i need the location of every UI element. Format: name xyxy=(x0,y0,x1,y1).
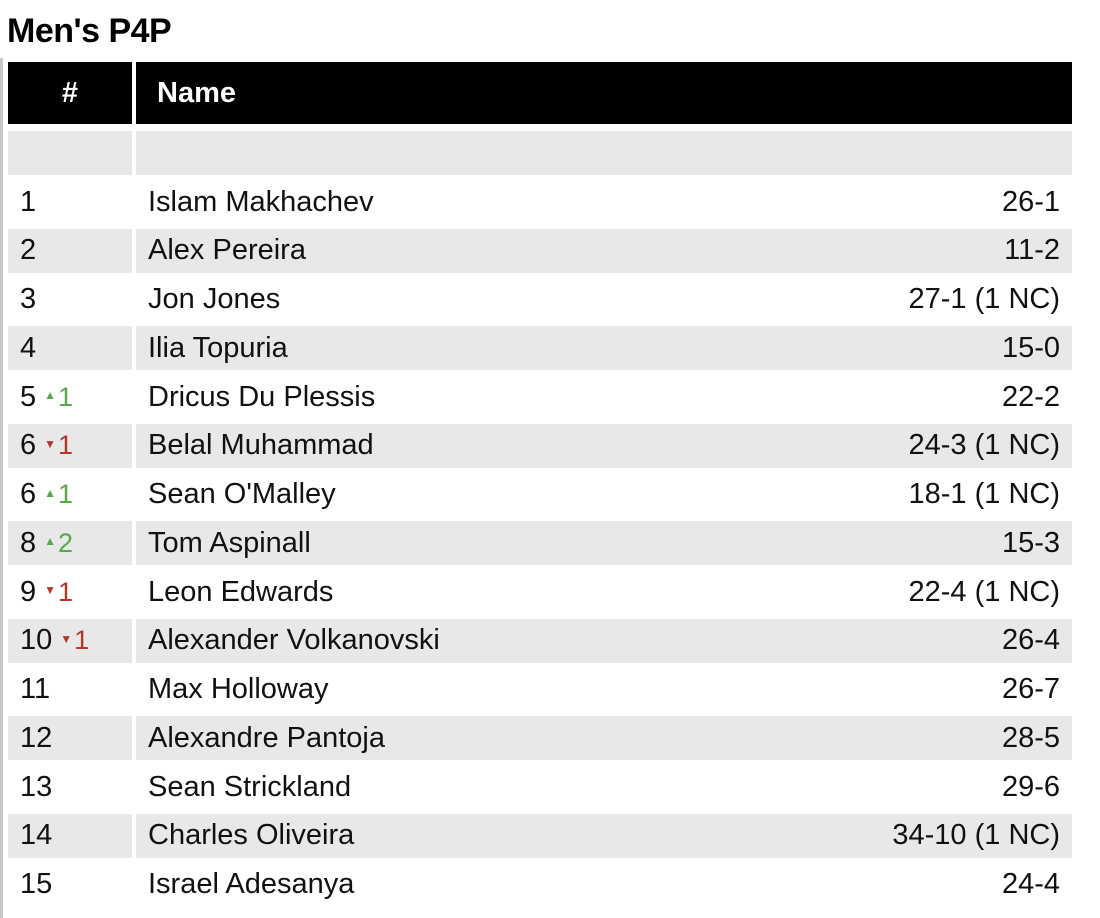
rank-cell xyxy=(8,229,132,273)
fight-record: 26-7 xyxy=(1001,673,1060,705)
table-row[interactable] xyxy=(8,326,1072,370)
rank-change-amount: 1 xyxy=(74,625,90,656)
table-row[interactable] xyxy=(8,229,1072,273)
name-cell xyxy=(136,424,1072,468)
rank-change-amount: 1 xyxy=(58,576,74,607)
arrow-down-icon: ▼ xyxy=(44,583,57,597)
rank-change xyxy=(44,479,73,510)
name-cell xyxy=(136,668,1072,712)
fight-record: 27-1 (1 NC) xyxy=(908,283,1060,315)
rank-cell xyxy=(8,814,132,858)
rank-cell xyxy=(8,326,132,370)
left-border xyxy=(0,58,3,918)
rank-number: 9 xyxy=(20,575,37,608)
rank-change-amount: 1 xyxy=(58,430,74,461)
rank-change-amount: 1 xyxy=(58,479,74,509)
fighter-name[interactable]: Belal Muhammad xyxy=(148,429,374,462)
fight-record: 18-1 (1 NC) xyxy=(908,478,1060,510)
rank-number: 10 xyxy=(20,624,53,657)
rank-change xyxy=(60,625,89,656)
rank-cell xyxy=(8,521,132,565)
name-cell xyxy=(136,570,1072,614)
table-row[interactable] xyxy=(8,668,1072,712)
fight-record: 24-4 xyxy=(1001,868,1060,900)
rank-cell xyxy=(8,424,132,468)
rank-cell xyxy=(8,180,132,224)
table-row[interactable] xyxy=(8,863,1072,907)
fighter-name[interactable]: Ilia Topuria xyxy=(148,331,288,364)
fight-record: 34-10 (1 NC) xyxy=(892,819,1060,852)
rank-cell xyxy=(8,278,132,322)
name-cell xyxy=(136,375,1072,419)
rank-cell xyxy=(8,765,132,809)
fight-record: 11-2 xyxy=(1004,234,1060,267)
fighter-name[interactable]: Max Holloway xyxy=(148,673,329,705)
empty-name-cell xyxy=(136,131,1072,175)
rank-number: 3 xyxy=(20,283,37,315)
fighter-name[interactable]: Charles Oliveira xyxy=(148,819,355,852)
fight-record: 22-2 xyxy=(1001,380,1060,413)
fight-record: 15-3 xyxy=(1001,526,1060,559)
rank-change xyxy=(44,430,73,461)
rank-number: 13 xyxy=(20,770,53,803)
rank-number: 1 xyxy=(20,185,37,218)
fighter-name[interactable]: Alexander Volkanovski xyxy=(148,624,440,657)
name-cell xyxy=(136,180,1072,224)
table-row[interactable] xyxy=(8,765,1072,809)
empty-rank-cell xyxy=(8,131,132,175)
fighter-name[interactable]: Sean Strickland xyxy=(148,770,352,803)
name-cell xyxy=(136,473,1072,517)
table-row[interactable] xyxy=(8,716,1072,760)
rank-number: 2 xyxy=(20,234,37,267)
table-header xyxy=(8,62,1072,124)
rank-number: 4 xyxy=(20,331,37,364)
arrow-down-icon: ▼ xyxy=(44,436,57,451)
fight-record: 24-3 (1 NC) xyxy=(908,429,1060,462)
table-row[interactable] xyxy=(8,180,1072,224)
name-cell xyxy=(136,619,1072,663)
table-row[interactable] xyxy=(8,473,1072,517)
fight-record: 29-6 xyxy=(1001,770,1060,803)
rank-change xyxy=(44,528,73,559)
fight-record: 28-5 xyxy=(1001,721,1060,754)
fighter-name[interactable]: Islam Makhachev xyxy=(148,185,374,218)
table-row[interactable] xyxy=(8,375,1072,419)
rank-change xyxy=(44,382,73,413)
rank-number: 14 xyxy=(20,819,53,852)
rank-cell xyxy=(8,570,132,614)
rank-change xyxy=(44,577,73,608)
name-cell xyxy=(136,716,1072,760)
table-row[interactable] xyxy=(8,814,1072,858)
fight-record: 26-4 xyxy=(1001,624,1060,657)
page-title: Men's P4P xyxy=(7,12,172,50)
name-cell xyxy=(136,765,1072,809)
rank-number: 15 xyxy=(20,868,53,900)
rankings-body xyxy=(8,175,1072,907)
arrow-down-icon: ▼ xyxy=(60,631,73,646)
name-cell xyxy=(136,278,1072,322)
fight-record: 15-0 xyxy=(1001,331,1060,364)
rank-number: 5 xyxy=(20,380,37,413)
rankings-table xyxy=(8,62,1072,907)
table-row[interactable] xyxy=(8,424,1072,468)
name-cell xyxy=(136,326,1072,370)
arrow-up-icon: ▲ xyxy=(44,388,57,402)
fighter-name[interactable]: Sean O'Malley xyxy=(148,478,336,510)
empty-row xyxy=(8,131,1072,175)
fight-record: 26-1 xyxy=(1001,185,1060,218)
fighter-name[interactable]: Tom Aspinall xyxy=(148,526,311,559)
rank-number: 11 xyxy=(20,673,51,705)
table-row[interactable] xyxy=(8,570,1072,614)
rank-cell xyxy=(8,375,132,419)
fighter-name[interactable]: Alex Pereira xyxy=(148,234,306,267)
rank-number: 8 xyxy=(20,526,37,559)
name-cell xyxy=(136,521,1072,565)
rank-column-header[interactable]: # xyxy=(8,62,132,124)
name-cell xyxy=(136,814,1072,858)
name-cell xyxy=(136,863,1072,907)
arrow-up-icon: ▲ xyxy=(44,534,57,549)
rank-cell xyxy=(8,619,132,663)
fighter-name[interactable]: Leon Edwards xyxy=(148,575,334,608)
rank-cell xyxy=(8,668,132,712)
rank-cell xyxy=(8,863,132,907)
rank-cell xyxy=(8,716,132,760)
fighter-name[interactable]: Alexandre Pantoja xyxy=(148,721,385,754)
table-row[interactable] xyxy=(8,278,1072,322)
fighter-name[interactable]: Dricus Du Plessis xyxy=(148,380,376,413)
fighter-name[interactable]: Israel Adesanya xyxy=(148,868,355,900)
rank-number: 6 xyxy=(20,429,37,462)
table-row[interactable] xyxy=(8,619,1072,663)
rank-number: 12 xyxy=(20,721,53,754)
fighter-name[interactable]: Jon Jones xyxy=(148,283,281,315)
rank-number: 6 xyxy=(20,478,37,510)
name-cell xyxy=(136,229,1072,273)
arrow-up-icon: ▲ xyxy=(44,485,57,500)
rank-change-amount: 1 xyxy=(58,381,74,412)
name-column-header[interactable]: Name xyxy=(136,62,1072,124)
rank-change-amount: 2 xyxy=(58,527,74,558)
rank-cell xyxy=(8,473,132,517)
fight-record: 22-4 (1 NC) xyxy=(908,575,1060,608)
table-row[interactable] xyxy=(8,521,1072,565)
